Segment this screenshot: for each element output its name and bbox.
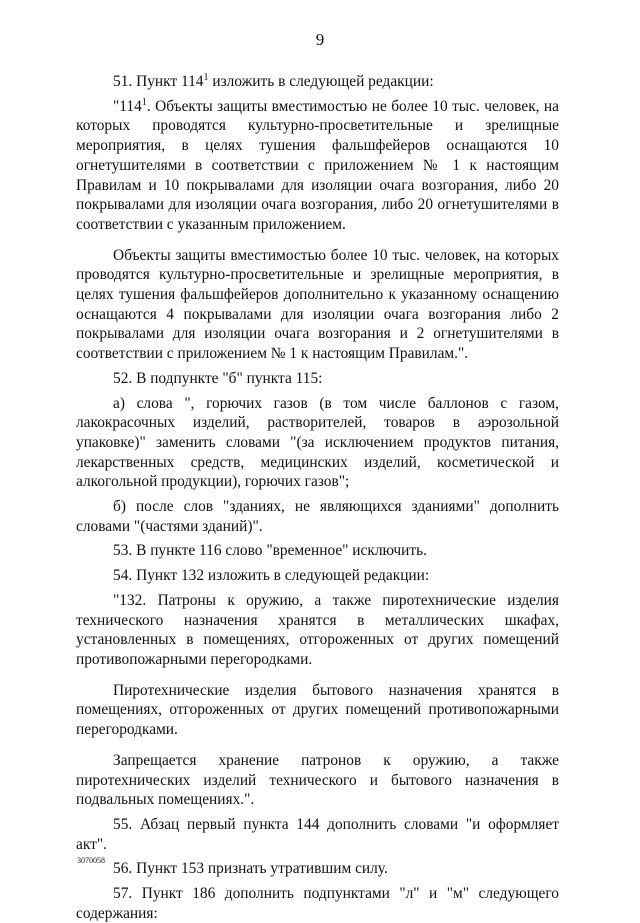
superscript: 1	[141, 96, 147, 108]
document-body	[76, 72, 559, 923]
paragraph-large-objects: Объекты защиты вместимостью более 10 тыс. человек, на которых проводятся культурно-просветительные и зрелищные мероприятия, в целях тушения фальшфейеров дополнительно к указанному оснащению оснащаются 4 покрывалами для изоляции очага возгорания либо 2 покрывалами для изоляции очага возгорания и 2 огнетушителями в соответствии с приложением № 1 к настоящим Правилам.".	[76, 246, 559, 363]
paragraph-item-52: 52. В подпункте "б" пункта 115:	[113, 369, 323, 387]
paragraph-item-55: 55. Абзац первый пункта 144 дополнить словами "и оформляет акт".	[76, 815, 559, 853]
paragraph-item-51: 51. Пункт $114^1$ изложить в следующей редакции:	[113, 72, 434, 90]
paragraph-item-132-text: "132. Патроны к оружию, а также пиротехнические изделия технического назначения хранятся в металлических шкафах, установленных в помещениях, отгороженных от других помещений противопожарными перегородками.	[76, 591, 559, 668]
paragraph-item-57: 57. Пункт 186 дополнить подпунктами "л" и "м" следующего содержания:	[76, 885, 559, 922]
superscript: 1	[203, 72, 209, 83]
paragraph-subitem-a: а) слова ", горючих газов (в том числе баллонов с газом, лакокрасочных изделий, растворителей, товаров в аэрозольной упаковке)" заменить словами "(за исключением продуктов питания, лекарственных средств, медицинских изделий, косметической и алкогольной продукции), горючих газов";	[76, 394, 559, 491]
paragraph-item-53: 53. В пункте 116 слово "временное" исключить.	[113, 542, 427, 560]
document-code: 3070058	[77, 856, 105, 865]
page-number: 9	[315, 30, 325, 49]
paragraph-household-pyrotechnics: Пиротехнические изделия бытового назначения хранятся в помещениях, отгороженных от других помещений противопожарными перегородками.	[76, 681, 559, 739]
paragraph-subitem-b: б) после слов "зданиях, не являющихся зданиями" дополнить словами "(частями зданий)".	[76, 498, 559, 535]
paragraph-storage-prohibition: Запрещается хранение патронов к оружию, а также пиротехнических изделий технического и бытового назначения в подвальных помещениях.".	[76, 751, 559, 809]
paragraph-item-56: 56. Пункт 153 признать утратившим силу.	[113, 860, 388, 878]
paragraph-item-114-1-text: "$114^1$. Объекты защиты вместимостью не более 10 тыс. человек, на которых проводятся культурно-просветительные и зрелищные мероприятия, в целях тушения фальшфейеров оснащаются 10 огнетушителями в соответствии с приложением № 1 к настоящим Правилам и 10 покрывалами для изоляции очага возгорания, либо 20 покрывалами для изоляции очага возгорания, либо 20 огнетушителями в соответствии с указанным приложением.	[76, 96, 559, 233]
paragraph-item-54: 54. Пункт 132 изложить в следующей редакции:	[113, 567, 430, 585]
